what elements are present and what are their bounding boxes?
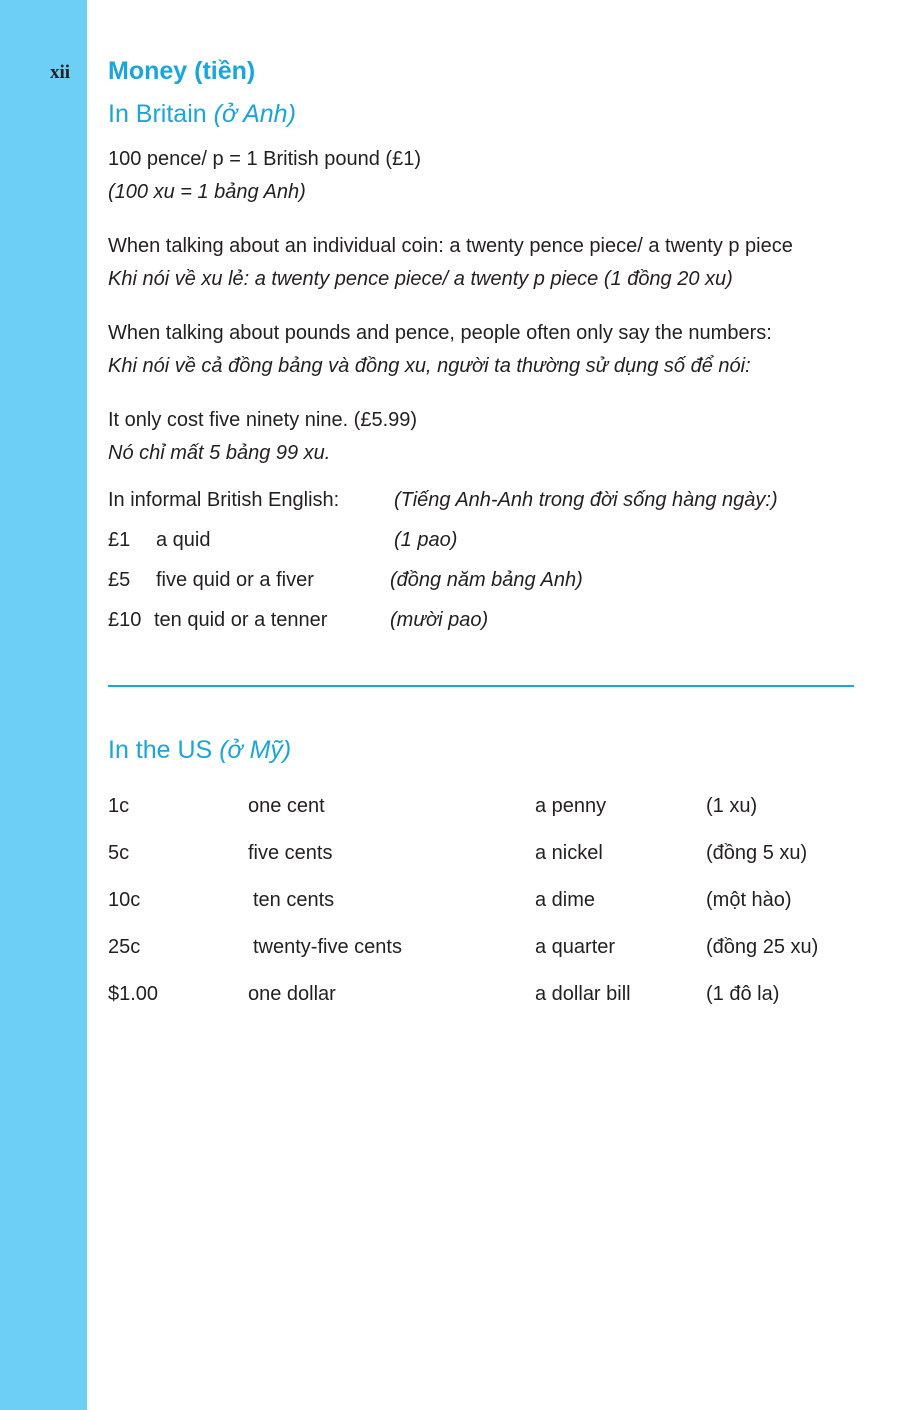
us-words: one cent bbox=[248, 795, 325, 817]
britain-heading-vi: (ở Anh) bbox=[213, 100, 296, 128]
informal-symbol: £5 bbox=[108, 569, 131, 591]
us-name: a quarter bbox=[535, 936, 616, 958]
us-vi: (đồng 5 xu) bbox=[706, 842, 808, 864]
us-words: one dollar bbox=[248, 983, 336, 1005]
coin-vi: Khi nói về xu lẻ: a twenty pence piece/ a twenty p piece (1 đồng 20 xu) bbox=[108, 268, 733, 290]
informal-vi: (đồng năm bảng Anh) bbox=[390, 569, 583, 591]
us-value: 1c bbox=[108, 795, 130, 817]
coin-en: When talking about an individual coin: a twenty pence piece/ a twenty p piece bbox=[108, 235, 793, 257]
informal-label: In informal British English: bbox=[108, 489, 340, 511]
example-en: It only cost five ninety nine. (£5.99) bbox=[108, 409, 418, 431]
us-vi: (một hào) bbox=[706, 889, 792, 911]
informal-term: a quid bbox=[156, 529, 211, 551]
us-vi: (1 đô la) bbox=[706, 983, 780, 1005]
us-vi: (1 xu) bbox=[706, 795, 758, 817]
us-value: $1.00 bbox=[108, 983, 159, 1005]
us-name: a dime bbox=[535, 889, 596, 911]
informal-vi: (mười pao) bbox=[390, 609, 489, 631]
us-vi: (đồng 25 xu) bbox=[706, 936, 819, 958]
section-divider bbox=[108, 685, 854, 687]
numbers-en: When talking about pounds and pence, people often only say the numbers: bbox=[108, 322, 772, 344]
rate-en: 100 pence/ p = 1 British pound (£1) bbox=[108, 148, 421, 170]
informal-symbol: £10 bbox=[108, 609, 142, 631]
us-heading-vi: (ở Mỹ) bbox=[219, 736, 292, 764]
us-value: 5c bbox=[108, 842, 130, 864]
numbers-vi: Khi nói về cả đồng bảng và đồng xu, người ta thường sử dụng số để nói: bbox=[108, 355, 751, 377]
informal-term: ten quid or a tenner bbox=[154, 609, 328, 631]
us-heading-text: In the US bbox=[108, 736, 213, 764]
us-name: a nickel bbox=[535, 842, 603, 864]
us-heading bbox=[108, 736, 291, 765]
britain-heading-text: In Britain bbox=[108, 100, 207, 128]
page-number: xii bbox=[50, 62, 71, 83]
rate-vi: (100 xu = 1 bảng Anh) bbox=[108, 181, 306, 203]
britain-heading bbox=[108, 100, 296, 129]
informal-term: five quid or a fiver bbox=[156, 569, 314, 591]
informal-vi: (1 pao) bbox=[394, 529, 458, 551]
us-name: a dollar bill bbox=[535, 983, 631, 1005]
informal-label-vi: (Tiếng Anh-Anh trong đời sống hàng ngày:) bbox=[394, 489, 778, 511]
us-words: five cents bbox=[248, 842, 333, 864]
informal-symbol: £1 bbox=[108, 529, 131, 551]
us-words: twenty-five cents bbox=[253, 936, 402, 958]
page-title: Money (tiền) bbox=[108, 57, 256, 85]
us-name: a penny bbox=[535, 795, 607, 817]
us-value: 10c bbox=[108, 889, 141, 911]
us-words: ten cents bbox=[253, 889, 335, 911]
us-value: 25c bbox=[108, 936, 141, 958]
example-vi: Nó chỉ mất 5 bảng 99 xu. bbox=[108, 442, 331, 464]
sidebar-band bbox=[0, 0, 87, 1410]
